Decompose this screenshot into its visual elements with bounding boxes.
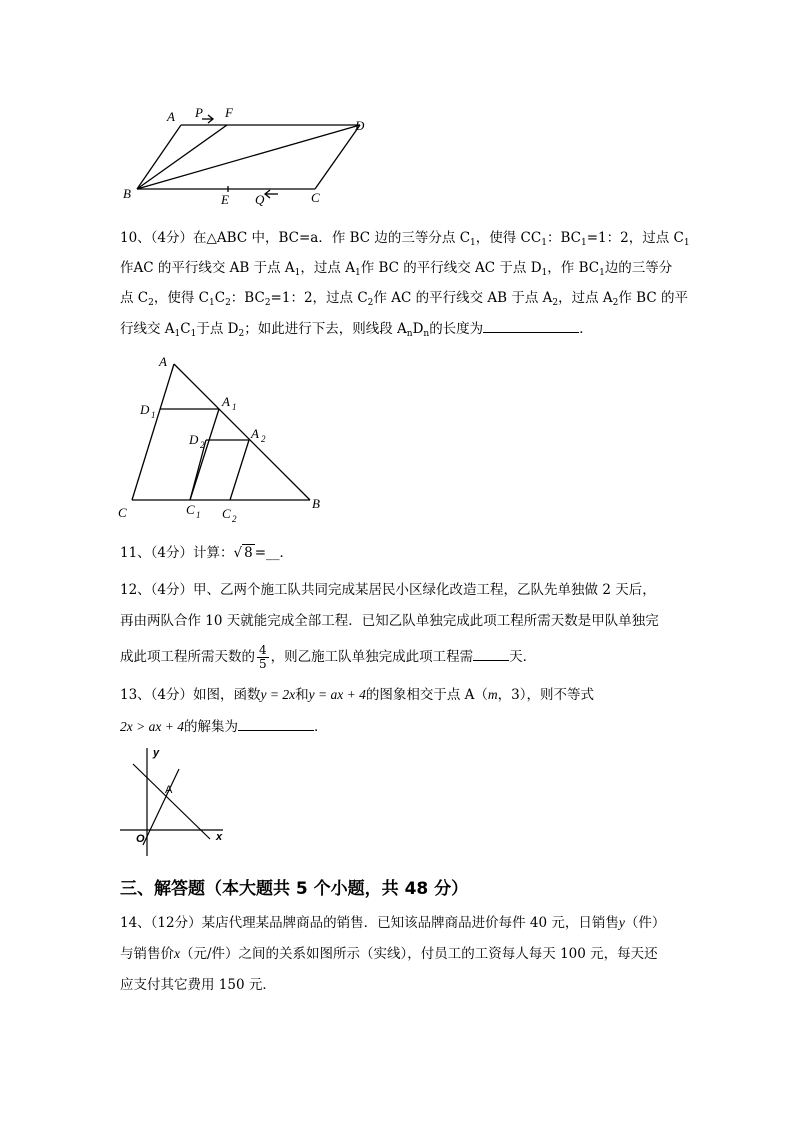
label-E: E: [221, 192, 229, 207]
fraction: $\frac{4}{5}$: [259, 643, 267, 671]
question-13-line-2: 2x > ax + 4的解集为 ．: [120, 716, 680, 737]
label-A: A: [159, 354, 167, 369]
question-10-line-2: 作AC 的平行线交 AB 于点 $A_1$，过点 $A_1$作 BC 的平行线交 AC 于点 $D_1$，作 $BC_1$边的三等分: [120, 260, 673, 278]
answer-blank-10[interactable]: [483, 318, 579, 333]
label-P: P: [195, 105, 203, 120]
label-C2: C: [222, 506, 231, 521]
label-Q: Q: [255, 192, 265, 207]
label-A1-sub: 1: [232, 402, 237, 412]
label-D2: D: [189, 432, 199, 447]
label-C: C: [311, 190, 320, 205]
label-B: B: [123, 186, 131, 201]
question-14-line-1: 14、（12分）某店代理某品牌商品的销售．已知该品牌商品进价每件 40 元，日销售y（件）: [120, 915, 666, 931]
sqrt-expression: √ 8: [233, 545, 253, 561]
answer-blank-13[interactable]: [238, 716, 314, 731]
question-10-line-4: 行线交 $A_1C_1$于点 $D_2$；如此进行下去，则线段 $A_nD_n$的长度为 ．: [120, 318, 680, 344]
parallelogram-figure: [115, 100, 385, 210]
label-A1: A: [222, 394, 230, 409]
question-13-line-1: 13、（4分）如图，函数y = 2x和y = ax + 4的图象相交于点 A（m，3），则不等式: [120, 687, 594, 703]
label-C1-sub: 1: [196, 510, 201, 520]
question-12-line-3: 成此项工程所需天数的 $\frac{4}{5}$ ，则乙施工队单独完成此项工程需 天．: [120, 643, 537, 671]
label-B: B: [312, 496, 320, 511]
label-O: O: [136, 833, 145, 845]
label-F: F: [225, 105, 233, 120]
answer-blank-12[interactable]: [473, 646, 509, 661]
label-C2-sub: 2: [232, 514, 237, 524]
question-10-line-3: 点 $C_2$，使得 $C_1C_2$：$BC_2=1$：2，过点 $C_2$作 AC 的平行线交 AB 于点 $A_2$，过点 $A_2$作 BC 的平: [120, 290, 688, 308]
label-C1: C: [186, 502, 195, 517]
question-12-line-2: 再由两队合作 10 天就能完成全部工程．已知乙队单独完成此项工程所需天数是甲队单独完: [120, 613, 659, 629]
label-y: y: [153, 747, 160, 759]
label-D2-sub: 2: [200, 440, 205, 450]
triangle-figure: [112, 352, 332, 524]
question-14-line-2: 与销售价x（元/件）之间的关系如图所示（实线），付员工的工资每人每天 100 元，每天还: [120, 946, 658, 962]
function-graph-figure: [115, 742, 230, 860]
label-A2: A: [251, 426, 259, 441]
question-14-line-3: 应支付其它费用 150 元．: [120, 977, 276, 993]
section-3-title: 三、解答题（本大题共 5 个小题，共 48 分）: [120, 879, 469, 899]
question-12-line-1: 12、（4分）甲、乙两个施工队共同完成某居民小区绿化改造工程，乙队先单独做 2 天后，: [120, 582, 656, 598]
label-D1: D: [140, 402, 150, 417]
question-11: 11、（4分）计算：√ 8 =__．: [120, 545, 294, 561]
label-A2-sub: 2: [261, 434, 266, 444]
label-D: D: [355, 118, 365, 133]
question-10-line-1: 10、（4分）在△ABC 中，BC=a．作 BC 边的三等分点 $C_1$，使得 $CC_1$：$BC_1=1$：2，过点 $C_1$: [120, 230, 690, 248]
label-A: A: [167, 109, 175, 124]
label-C: C: [118, 505, 127, 520]
label-x: x: [216, 831, 223, 843]
label-D1-sub: 1: [151, 410, 156, 420]
label-A: A: [165, 784, 173, 796]
